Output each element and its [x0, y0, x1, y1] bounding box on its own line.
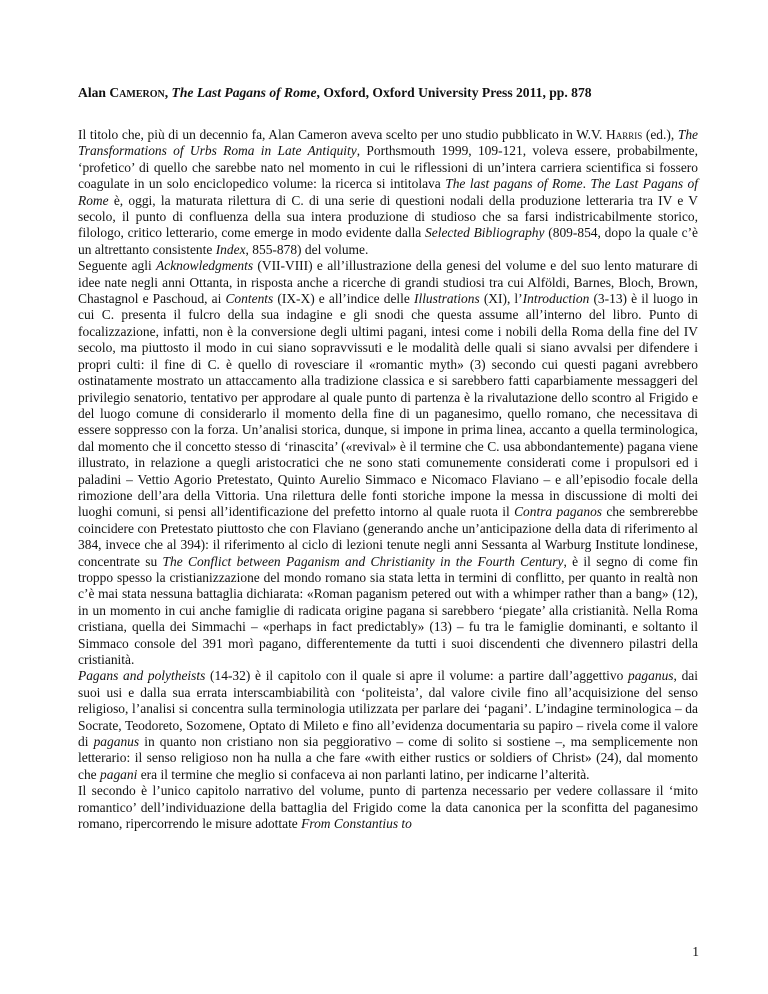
section-name: Contents: [225, 291, 274, 307]
text-run: (ed.),: [642, 127, 678, 142]
paragraph-1: [78, 127, 698, 258]
book-title: The Last Pagans of Rome: [171, 85, 317, 100]
section-name: Acknowledgments: [156, 258, 254, 274]
page-number: 1: [692, 944, 699, 959]
cited-title: The Conflict between Paganism and Christianity in the Fourth Century: [162, 553, 564, 569]
author-first-name: Alan: [78, 85, 110, 100]
latin-term: paganus: [627, 668, 674, 684]
chapter-title: Pagans and polytheists: [78, 668, 206, 684]
text-run: , Porthsmouth 1999, 109-121, voleva essere, probabilmente, ‘profetico’ di quello che sarebbe nato nel momento in cui le riflessioni di un’intera carriera scientifica si fossero coagulate in un solo enciclopedico volume: la ricerca si intitolava: [78, 143, 698, 192]
paragraph-2: [78, 258, 698, 668]
review-body: [78, 127, 698, 832]
paragraph-3: [78, 668, 698, 783]
review-header: [78, 84, 698, 102]
text-run: , è il segno di come fin troppo spesso la cristianizzazione del mondo romano sia stata letta in termini di conflitto, per quanto in realtà non c’è mai stata nessuna battaglia dichiarata: «Roman paganism petered out with a whimper rather than a bang» (12), in un momento in cui anche famiglie di radicata origine pagana si sarebbero ‘piegate’ alla cristianità. Nella Roma cristiana, quella dei Simmachi – «perhaps in fact predictably» (13) – fu tra le famiglie dominanti, e soltanto il Simmaco console del 391 morì pagano, differentemente da tutti i suoi discendenti che divennero pilastri della cristianità.: [78, 553, 698, 667]
cited-title: The Last Pagans of Rome: [78, 176, 698, 208]
text-run: che sembrerebbe coincidere con Pretestato piuttosto che con Flaviano (generando anche un’anticipazione della data di riferimento al 384, invece che al 394): il riferimento al ciclo di lezioni tenute negli anni Sessanta al Warburg Institute londinese, concentrate su: [78, 504, 699, 569]
text-run: .: [582, 176, 591, 192]
text-run: (14-32) è il capitolo con il quale si apre il volume: a partire dall’aggettivo: [205, 668, 628, 684]
text-run: (VII-VIII) e all’illustrazione della genesi del volume e del suo lento maturare di idee nate negli anni Ottanta, in risposta anche a ricerche di grandi studiosi tra cui Alföldi, Barnes, Bloch, Brown, Chastagnol e Paschoud, ai: [78, 258, 698, 307]
section-name: Illustrations: [413, 291, 480, 307]
text-run: , 855-878) del volume.: [245, 241, 369, 257]
text-run: (809-854, dopo la quale c’è un altrettanto consistente: [78, 225, 699, 257]
publication-info: , Oxford, Oxford University Press 2011, pp. 878: [316, 85, 592, 100]
text-run: (3-13) è il luogo in cui C. presenta il fulcro della sua indagine e gli snodi che questa assume all’interno del libro. Punto di focalizzazione, infatti, non è la conversione degli ultimi pagani, intesi come i nobili della Roma della fine del IV secolo, ma piuttosto il modo in cui siano sopravvissuti e le modalità delle quali si siano avvalsi per difendere i propri culti: il fine di C. è quello di rovesciare il «romantic myth» (3) secondo cui questi pagani avrebbero ostinatamente mostrato un attaccamento alla tradizione classica e si sarebbero fatti caparbiamente messaggeri del privilegio senatorio, tentativo per approdare al quale punto di partenza è la rivalutazione dello scontro al Frigido e del luogo comune di considerarlo il momento della fine di un paganesimo, quello romano, che necessitava di essere soppresso con la forza. Un’analisi storica, dunque, si impone in prima linea, accanto a quella terminologica, dal momento che il concetto stesso di ‘rinascita’ («revival» è il termine che C. usa abbondantemente) pagana viene illustrato, in relazione a quegli aristocratici che ne sono stati comunemente considerati come i propulsori ed i paladini – Vettio Agorio Pretestato, Quinto Aurelio Simmaco e Nicomaco Flaviano – e all’episodio focale della rimozione dell’ara della Vittoria. Una rilettura delle fonti storiche impone la messa in discussione di molti dei luoghi comuni, si pensi all’identificazione del prefetto intorno al quale ruota il: [78, 291, 698, 520]
text-run: (IX-X) e all’indice delle: [273, 291, 414, 307]
text-run: era il termine che meglio si confaceva ai non parlanti latino, per indicarne l’alterità.: [137, 766, 590, 782]
text-run: Il secondo è l’unico capitolo narrativo del volume, punto di partenza necessario per vedere collassare il ‘mito romantico’ dell’individuazione della battaglia del Frigido come la data canonica per la sconfitta del paganesimo romano, ripercorrendo le misure adottate: [78, 783, 698, 832]
section-name: Introduction: [522, 291, 590, 307]
latin-term: paganus: [93, 734, 140, 750]
text-run: Seguente agli: [78, 258, 157, 274]
section-name: Selected Bibliography: [425, 225, 545, 241]
header-separator: ,: [164, 85, 172, 100]
paragraph-4: [78, 783, 698, 832]
text-run: è, oggi, la maturata rilettura di C. di una serie di questioni nodali della produzione letteraria tra IV e V secolo, il punto di confluenza della sua intera produzione di studioso che sa farsi indistricabilmente storico, filologo, critico letterario, come emerge in modo evidente dalla: [78, 192, 698, 241]
editor-name: Harris: [605, 127, 643, 142]
cited-title: The last pagans of Rome: [445, 176, 583, 192]
text-run: Il titolo che, più di un decennio fa, Alan Cameron aveva scelto per uno studio pubblicato in W.V.: [78, 127, 606, 142]
text-run: in quanto non cristiano non sia peggiorativo – come di solito si sostiene –, ma semplicemente non letterario: il senso religioso non ha nulla a che fare «with either rustics or soldiers of Christ» (24), dal momento che: [78, 734, 698, 782]
chapter-title: From Constantius to: [301, 816, 412, 832]
author-last-name: Cameron: [109, 85, 165, 100]
cited-title: The Transformations of Urbs Roma in Late Antiquity: [78, 127, 698, 159]
latin-term: pagani: [100, 766, 138, 782]
text-run: , dai suoi usi e dalla sua errata interscambiabilità con ‘politeista’, dal valore civile fino all’acquisizione del senso religioso, l’analisi si concentra sulla terminologia utilizzata per parlare dei ‘pagani’. L’indagine terminologica – da Socrate, Teodoreto, Sozomene, Optato di Mileto e fino all’evidenza documentaria su papiro – rivela come il valore di: [78, 668, 699, 750]
section-name: Index: [215, 241, 246, 257]
cited-title: Contra paganos: [514, 504, 603, 520]
text-run: (XI), l’: [479, 291, 523, 307]
